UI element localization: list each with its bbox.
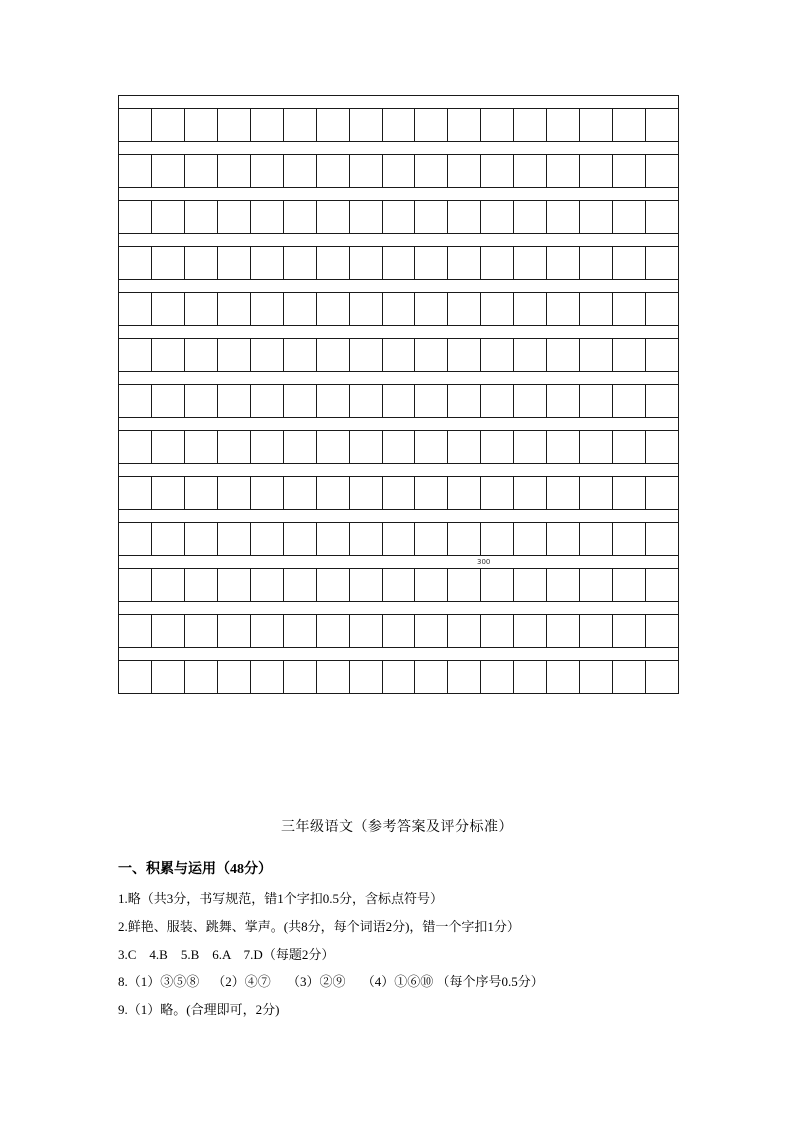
grid-cell — [646, 431, 678, 463]
grid-cell — [580, 615, 613, 647]
grid-cell — [119, 201, 152, 233]
grid-cell — [152, 109, 185, 141]
grid-cell — [613, 615, 646, 647]
grid-cell — [317, 201, 350, 233]
grid-cell — [514, 615, 547, 647]
grid-cell — [152, 201, 185, 233]
grid-cell — [514, 109, 547, 141]
grid-cell — [383, 615, 416, 647]
grid-row — [119, 660, 678, 693]
grid-cell — [350, 293, 383, 325]
grid-cell — [251, 477, 284, 509]
grid-cell — [547, 339, 580, 371]
grid-cell — [317, 385, 350, 417]
answer-line-9: 9.（1）略。(合理即可，2分) — [118, 1002, 280, 1017]
grid-cell — [119, 523, 152, 555]
grid-cell — [613, 247, 646, 279]
grid-row — [119, 384, 678, 418]
grid-cell — [415, 385, 448, 417]
grid-cell — [481, 431, 514, 463]
grid-cell — [415, 523, 448, 555]
grid-cell — [251, 385, 284, 417]
grid-cell — [514, 155, 547, 187]
grid-cell — [547, 523, 580, 555]
grid-cell — [547, 569, 580, 601]
grid-cell — [185, 523, 218, 555]
grid-cell — [646, 615, 678, 647]
grid-cell — [317, 431, 350, 463]
grid-cell — [481, 293, 514, 325]
grid-cell — [185, 385, 218, 417]
grid-cell — [580, 661, 613, 693]
grid-spacer-row — [119, 142, 678, 154]
grid-cell — [317, 661, 350, 693]
grid-cell — [218, 155, 251, 187]
grid-row — [119, 430, 678, 464]
grid-cell — [415, 431, 448, 463]
grid-cell — [284, 155, 317, 187]
grid-cell — [481, 339, 514, 371]
grid-cell — [152, 339, 185, 371]
grid-cell — [547, 293, 580, 325]
grid-spacer-row — [119, 280, 678, 292]
grid-spacer-row — [119, 648, 678, 660]
grid-cell — [547, 385, 580, 417]
grid-cell — [284, 109, 317, 141]
grid-cell — [415, 201, 448, 233]
grid-cell — [613, 339, 646, 371]
grid-cell — [152, 155, 185, 187]
grid-cell — [646, 155, 678, 187]
grid-cell — [415, 247, 448, 279]
grid-cell — [448, 385, 481, 417]
grid-cell — [646, 477, 678, 509]
grid-cell — [646, 109, 678, 141]
grid-cell — [119, 477, 152, 509]
grid-cell — [317, 477, 350, 509]
grid-cell — [580, 293, 613, 325]
grid-cell — [448, 293, 481, 325]
grid-cell — [119, 431, 152, 463]
grid-cell — [481, 201, 514, 233]
grid-cell — [185, 569, 218, 601]
grid-cell — [383, 569, 416, 601]
grid-cell — [350, 523, 383, 555]
grid-cell — [284, 293, 317, 325]
grid-cell — [218, 293, 251, 325]
grid-cell — [317, 523, 350, 555]
grid-row — [119, 246, 678, 280]
grid-row — [119, 522, 678, 556]
grid-row — [119, 200, 678, 234]
grid-cell — [547, 155, 580, 187]
grid-cell — [251, 293, 284, 325]
grid-cell — [481, 615, 514, 647]
grid-cell — [415, 109, 448, 141]
grid-cell — [547, 109, 580, 141]
grid-cell — [152, 477, 185, 509]
grid-spacer-row — [119, 326, 678, 338]
grid-row — [119, 568, 678, 602]
grid-cell — [350, 661, 383, 693]
grid-cell — [514, 293, 547, 325]
grid-cell — [547, 431, 580, 463]
grid-cell — [448, 477, 481, 509]
grid-row — [119, 476, 678, 510]
grid-cell — [119, 385, 152, 417]
grid-cell — [185, 201, 218, 233]
grid-cell — [284, 615, 317, 647]
grid-cell — [251, 569, 284, 601]
grid-cell — [383, 661, 416, 693]
grid-cell — [448, 247, 481, 279]
grid-cell — [284, 431, 317, 463]
grid-cell — [415, 339, 448, 371]
grid-cell — [448, 569, 481, 601]
grid-cell — [481, 385, 514, 417]
grid-cell — [317, 293, 350, 325]
grid-cell — [152, 569, 185, 601]
grid-cell — [350, 339, 383, 371]
answer-line-1: 1.略（共3分，书写规范，错1个字扣0.5分，含标点符号） — [118, 891, 444, 906]
grid-cell — [317, 615, 350, 647]
grid-cell — [613, 293, 646, 325]
grid-cell — [383, 293, 416, 325]
grid-cell — [613, 201, 646, 233]
grid-cell — [547, 201, 580, 233]
grid-cell — [383, 385, 416, 417]
grid-cell — [646, 339, 678, 371]
grid-cell — [152, 523, 185, 555]
grid-cell — [613, 477, 646, 509]
answer-line-8: 8.（1）③⑤⑧ （2）④⑦ （3）②⑨ （4）①⑥⑩ （每个序号0.5分） — [118, 974, 544, 989]
grid-cell — [514, 201, 547, 233]
grid-cell — [350, 247, 383, 279]
grid-cell — [448, 201, 481, 233]
grid-cell — [613, 155, 646, 187]
grid-cell — [448, 155, 481, 187]
grid-cell — [514, 661, 547, 693]
grid-cell — [284, 477, 317, 509]
grid-spacer-row — [119, 510, 678, 522]
grid-cell — [218, 661, 251, 693]
grid-cell — [580, 569, 613, 601]
grid-spacer-row — [119, 234, 678, 246]
grid-cell — [383, 201, 416, 233]
grid-cell — [415, 155, 448, 187]
grid-cell — [317, 109, 350, 141]
grid-cell — [383, 155, 416, 187]
grid-cell — [284, 661, 317, 693]
grid-spacer-row — [119, 556, 678, 568]
grid-cell — [514, 431, 547, 463]
grid-cell — [646, 661, 678, 693]
grid-cell — [383, 339, 416, 371]
answer-key-title: 三年级语文（参考答案及评分标准） — [281, 820, 513, 835]
grid-cell — [481, 155, 514, 187]
grid-cell — [185, 293, 218, 325]
grid-cell — [251, 247, 284, 279]
grid-cell — [481, 109, 514, 141]
grid-cell — [383, 109, 416, 141]
grid-cell — [350, 385, 383, 417]
grid-cell — [514, 385, 547, 417]
grid-cell — [547, 661, 580, 693]
grid-cell — [119, 615, 152, 647]
grid-cell — [152, 293, 185, 325]
grid-cell — [218, 385, 251, 417]
grid-cell — [448, 523, 481, 555]
grid-cell — [613, 109, 646, 141]
grid-cell — [251, 155, 284, 187]
grid-spacer-row — [119, 96, 678, 108]
grid-cell — [580, 431, 613, 463]
grid-cell — [580, 109, 613, 141]
grid-spacer-row — [119, 464, 678, 476]
grid-cell — [481, 477, 514, 509]
grid-spacer-row — [119, 602, 678, 614]
grid-cell — [119, 569, 152, 601]
grid-cell — [152, 385, 185, 417]
grid-cell — [646, 569, 678, 601]
grid-cell — [383, 431, 416, 463]
grid-cell — [547, 477, 580, 509]
grid-cell — [119, 109, 152, 141]
grid-cell — [251, 431, 284, 463]
grid-cell — [251, 615, 284, 647]
grid-cell — [613, 431, 646, 463]
grid-cell — [218, 431, 251, 463]
answer-line-2: 2.鲜艳、服装、跳舞、掌声。(共8分，每个词语2分)，错一个字扣1分） — [118, 919, 520, 934]
grid-cell — [251, 339, 284, 371]
grid-cell — [580, 201, 613, 233]
grid-cell — [646, 293, 678, 325]
grid-cell — [350, 155, 383, 187]
grid-cell — [514, 339, 547, 371]
grid-cell — [119, 339, 152, 371]
grid-cell — [448, 615, 481, 647]
grid-cell — [251, 661, 284, 693]
grid-cell — [350, 615, 383, 647]
grid-cell — [185, 431, 218, 463]
grid-cell — [383, 477, 416, 509]
grid-cell — [448, 431, 481, 463]
grid-cell — [350, 569, 383, 601]
grid-cell — [383, 247, 416, 279]
grid-spacer-row — [119, 188, 678, 200]
grid-cell — [613, 523, 646, 555]
word-count-marker: 300 — [477, 558, 491, 566]
grid-cell — [152, 661, 185, 693]
section-one-heading: 一、积累与运用（48分） — [118, 862, 272, 877]
grid-cell — [613, 385, 646, 417]
grid-cell — [218, 201, 251, 233]
grid-cell — [646, 247, 678, 279]
grid-cell — [251, 201, 284, 233]
grid-cell — [547, 247, 580, 279]
grid-spacer-row — [119, 372, 678, 384]
grid-cell — [613, 569, 646, 601]
grid-cell — [580, 247, 613, 279]
grid-cell — [185, 477, 218, 509]
grid-cell — [218, 615, 251, 647]
grid-cell — [383, 523, 416, 555]
grid-cell — [350, 201, 383, 233]
grid-cell — [580, 385, 613, 417]
grid-cell — [185, 615, 218, 647]
grid-cell — [119, 661, 152, 693]
grid-cell — [185, 109, 218, 141]
grid-cell — [284, 385, 317, 417]
grid-cell — [218, 109, 251, 141]
grid-cell — [119, 293, 152, 325]
grid-cell — [415, 477, 448, 509]
grid-cell — [218, 477, 251, 509]
grid-cell — [580, 155, 613, 187]
grid-cell — [284, 201, 317, 233]
grid-cell — [448, 661, 481, 693]
grid-cell — [218, 339, 251, 371]
grid-cell — [218, 523, 251, 555]
grid-cell — [317, 339, 350, 371]
grid-cell — [481, 569, 514, 601]
grid-cell — [448, 109, 481, 141]
grid-cell — [514, 569, 547, 601]
grid-cell — [481, 247, 514, 279]
grid-cell — [152, 431, 185, 463]
grid-cell — [646, 201, 678, 233]
grid-cell — [613, 661, 646, 693]
grid-cell — [415, 569, 448, 601]
grid-cell — [415, 293, 448, 325]
grid-cell — [284, 247, 317, 279]
grid-row — [119, 108, 678, 142]
grid-cell — [514, 477, 547, 509]
writing-grid — [118, 95, 679, 694]
grid-cell — [317, 155, 350, 187]
grid-cell — [580, 477, 613, 509]
grid-cell — [646, 523, 678, 555]
grid-row — [119, 292, 678, 326]
grid-cell — [185, 339, 218, 371]
grid-cell — [284, 339, 317, 371]
grid-cell — [415, 661, 448, 693]
grid-cell — [350, 109, 383, 141]
grid-cell — [185, 247, 218, 279]
grid-cell — [350, 431, 383, 463]
grid-cell — [284, 569, 317, 601]
answer-line-3: 3.C 4.B 5.B 6.A 7.D（每题2分） — [118, 947, 335, 962]
grid-cell — [119, 247, 152, 279]
grid-row — [119, 614, 678, 648]
grid-cell — [448, 339, 481, 371]
grid-cell — [251, 109, 284, 141]
grid-cell — [580, 339, 613, 371]
grid-cell — [185, 155, 218, 187]
grid-cell — [514, 523, 547, 555]
grid-cell — [218, 247, 251, 279]
grid-cell — [481, 523, 514, 555]
grid-cell — [514, 247, 547, 279]
grid-cell — [350, 477, 383, 509]
grid-cell — [185, 661, 218, 693]
grid-cell — [251, 523, 284, 555]
grid-cell — [646, 385, 678, 417]
grid-row — [119, 154, 678, 188]
grid-cell — [317, 569, 350, 601]
grid-cell — [415, 615, 448, 647]
grid-cell — [547, 615, 580, 647]
grid-cell — [218, 569, 251, 601]
grid-cell — [119, 155, 152, 187]
grid-cell — [152, 615, 185, 647]
grid-cell — [317, 247, 350, 279]
grid-cell — [152, 247, 185, 279]
grid-cell — [580, 523, 613, 555]
grid-cell — [481, 661, 514, 693]
grid-spacer-row — [119, 418, 678, 430]
grid-cell — [284, 523, 317, 555]
grid-row — [119, 338, 678, 372]
